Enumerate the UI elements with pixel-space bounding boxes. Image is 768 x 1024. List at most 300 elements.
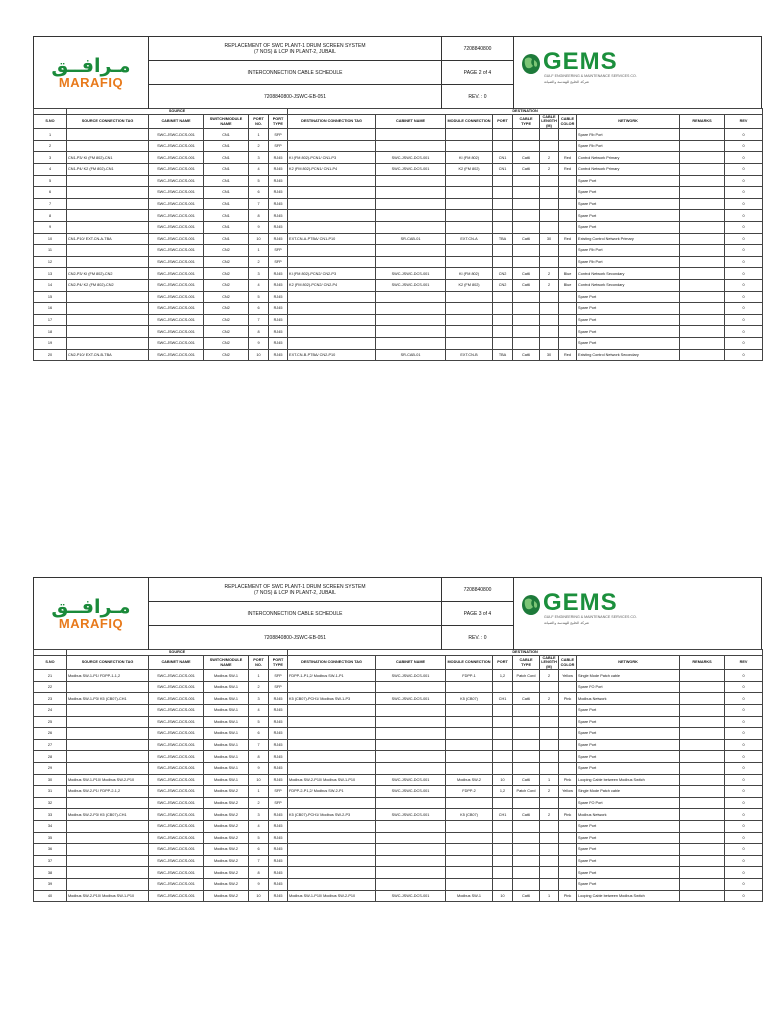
cell-port-no: 10: [249, 890, 269, 902]
cell-cable-color: [559, 256, 577, 268]
cell-port: CN1: [493, 152, 513, 164]
cell-switch-module: CN1: [204, 233, 249, 245]
cell-cable-length: 2: [540, 670, 559, 682]
table-row: [34, 326, 763, 338]
cell-rev: 0: [725, 152, 763, 164]
cell-port: [493, 820, 513, 832]
cell-rev: 0: [725, 797, 763, 809]
cell-dest-cabinet: SWC-JSWC-DCS-001: [376, 693, 446, 705]
cell-cable-color: Red: [559, 349, 577, 361]
cell-source-tag: [67, 820, 149, 832]
cell-cable-color: [559, 728, 577, 740]
table-row: [34, 187, 763, 199]
cell-network: Spare Port: [577, 820, 680, 832]
cell-cabinet-name: SWC-JSWC-DCS-001: [149, 890, 204, 902]
cell-cable-type: [513, 291, 540, 303]
cell-network: Spare Port: [577, 326, 680, 338]
project-title: [148, 578, 441, 602]
cell-dest-cabinet: [376, 855, 446, 867]
cell-cable-color: Red: [559, 164, 577, 176]
page-number: PAGE 2 of 4: [441, 61, 513, 85]
cell-module-connection: EXT.CN-A: [446, 233, 493, 245]
cell-remarks: [680, 878, 725, 890]
cell-port: [493, 221, 513, 233]
cell-cable-length: [540, 681, 559, 693]
cell-cable-color: Yellow: [559, 670, 577, 682]
cell-cable-type: Cat6: [513, 152, 540, 164]
cell-cable-color: Pink: [559, 774, 577, 786]
cell-dest-cabinet: SR-CAB-01: [376, 233, 446, 245]
cell-cable-color: [559, 716, 577, 728]
cell-port: [493, 797, 513, 809]
cell-module-connection: [446, 291, 493, 303]
cell-rev: 0: [725, 291, 763, 303]
cell-remarks: [680, 337, 725, 349]
cell-port-no: 5: [249, 291, 269, 303]
cell-port: [493, 867, 513, 879]
col-cable-type: CABLE TYPE: [513, 656, 540, 670]
cell-switch-module: CN2: [204, 314, 249, 326]
cell-module-connection: K2 (FM 802): [446, 279, 493, 291]
cell-source-tag: Modbus SW-1-P1/ FDPP-1-1,2: [67, 670, 149, 682]
cell-dest-tag: [288, 820, 376, 832]
table-row: [34, 279, 763, 291]
cell-module-connection: [446, 140, 493, 152]
cell-source-tag: [67, 140, 149, 152]
cell-sno: 28: [34, 751, 67, 763]
cell-module-connection: [446, 175, 493, 187]
cell-switch-module: CN2: [204, 337, 249, 349]
cell-cabinet-name: SWC-JSWC-DCS-001: [149, 210, 204, 222]
col-cable-color: CABLE COLOR: [559, 115, 577, 129]
cell-port: [493, 751, 513, 763]
col-rev: REV: [725, 656, 763, 670]
cell-cable-color: [559, 762, 577, 774]
cell-port-no: 9: [249, 878, 269, 890]
cell-module-connection: [446, 705, 493, 717]
cell-dest-cabinet: SWC-JSWC-DCS-001: [376, 279, 446, 291]
cell-remarks: [680, 728, 725, 740]
cell-sno: 33: [34, 809, 67, 821]
cell-port: TBA: [493, 233, 513, 245]
cell-dest-tag: K2 (FM 802)-PCN1/ CN1-P4: [288, 164, 376, 176]
table-row: [34, 855, 763, 867]
cell-switch-module: Modbus SW-1: [204, 716, 249, 728]
cell-switch-module: CN2: [204, 245, 249, 257]
cell-switch-module: Modbus SW-2: [204, 890, 249, 902]
cell-cable-type: [513, 832, 540, 844]
cell-cable-type: [513, 728, 540, 740]
cell-sno: 16: [34, 303, 67, 315]
cell-port-type: RJ45: [269, 832, 288, 844]
cell-cable-type: [513, 187, 540, 199]
cell-network: Control Network Secondary: [577, 268, 680, 280]
cell-cabinet-name: SWC-JSWC-DCS-001: [149, 878, 204, 890]
cell-dest-cabinet: SWC-JSWC-DCS-001: [376, 786, 446, 798]
cell-port-type: SFP: [269, 245, 288, 257]
cell-dest-cabinet: [376, 797, 446, 809]
table-row: [34, 867, 763, 879]
cell-sno: 24: [34, 705, 67, 717]
table-row: [34, 751, 763, 763]
cell-port-no: 8: [249, 867, 269, 879]
cell-cable-color: [559, 681, 577, 693]
cell-dest-cabinet: [376, 303, 446, 315]
cell-port-type: RJ45: [269, 878, 288, 890]
col-cable-type: CABLE TYPE: [513, 115, 540, 129]
cell-module-connection: KI (FM 802): [446, 152, 493, 164]
cell-sno: 35: [34, 832, 67, 844]
col-dest-tag: DESTINATION CONNECTION TAG: [288, 656, 376, 670]
cell-module-connection: [446, 855, 493, 867]
cell-port-no: 1: [249, 786, 269, 798]
table-row: [34, 210, 763, 222]
cell-sno: 12: [34, 256, 67, 268]
cell-cable-type: Patch Cord: [513, 670, 540, 682]
cell-switch-module: Modbus SW-2: [204, 797, 249, 809]
cell-cable-length: [540, 762, 559, 774]
cell-dest-tag: [288, 762, 376, 774]
cell-module-connection: [446, 681, 493, 693]
cell-cable-color: [559, 198, 577, 210]
cell-remarks: [680, 855, 725, 867]
col-network: NETWORK: [577, 115, 680, 129]
marafiq-logo-english: MARAFIQ: [58, 75, 124, 90]
cell-remarks: [680, 221, 725, 233]
cell-cable-length: [540, 820, 559, 832]
col-module-connection: MODULE CONNECTION: [446, 115, 493, 129]
cell-module-connection: Modbus SW-2: [446, 774, 493, 786]
cell-module-connection: [446, 844, 493, 856]
cell-remarks: [680, 774, 725, 786]
cell-port: 1,2: [493, 670, 513, 682]
cell-port-type: RJ45: [269, 326, 288, 338]
cell-port: [493, 129, 513, 141]
cell-cable-type: [513, 256, 540, 268]
cell-cable-length: [540, 797, 559, 809]
cell-source-tag: [67, 337, 149, 349]
cell-cable-color: [559, 878, 577, 890]
marafiq-logo: [34, 37, 148, 109]
cell-cable-color: [559, 844, 577, 856]
cell-rev: 0: [725, 844, 763, 856]
col-sno: S.NO: [34, 115, 67, 129]
col-port: PORT: [493, 115, 513, 129]
cell-port: [493, 739, 513, 751]
cell-port-type: RJ45: [269, 855, 288, 867]
cell-network: Spare FO Port: [577, 797, 680, 809]
reference-number: 7208840800-JSWC-EB-051: [148, 626, 441, 650]
cell-dest-tag: [288, 221, 376, 233]
cell-cable-color: Pink: [559, 809, 577, 821]
cell-cabinet-name: SWC-JSWC-DCS-001: [149, 681, 204, 693]
cell-cable-color: [559, 175, 577, 187]
document-number: 7208840800: [441, 37, 513, 61]
col-remarks: REMARKS: [680, 656, 725, 670]
cell-sno: 26: [34, 728, 67, 740]
col-dest-tag: DESTINATION CONNECTION TAG: [288, 115, 376, 129]
cell-cable-color: [559, 187, 577, 199]
cell-dest-tag: [288, 175, 376, 187]
cell-cable-color: Pink: [559, 890, 577, 902]
gems-logo-subtitle-english: GULF ENGINEERING & MAINTENANCE SERVICES CO.: [544, 615, 637, 619]
cell-remarks: [680, 314, 725, 326]
sheet-header: [33, 36, 762, 108]
cell-port-no: 1: [249, 129, 269, 141]
table-row: [34, 164, 763, 176]
cell-cable-type: [513, 867, 540, 879]
cell-cable-type: [513, 129, 540, 141]
cell-dest-cabinet: [376, 337, 446, 349]
cell-source-tag: [67, 198, 149, 210]
cell-rev: 0: [725, 314, 763, 326]
cell-network: Spare Port: [577, 716, 680, 728]
cell-cabinet-name: SWC-JSWC-DCS-001: [149, 728, 204, 740]
cell-dest-cabinet: [376, 844, 446, 856]
cell-cable-type: [513, 337, 540, 349]
cell-rev: 0: [725, 774, 763, 786]
cell-module-connection: [446, 210, 493, 222]
cell-port-type: RJ45: [269, 844, 288, 856]
cell-cable-length: 30: [540, 233, 559, 245]
cell-cabinet-name: SWC-JSWC-DCS-001: [149, 762, 204, 774]
cell-switch-module: CN1: [204, 152, 249, 164]
cell-port: TBA: [493, 349, 513, 361]
cell-port-type: SFP: [269, 670, 288, 682]
cell-port: [493, 337, 513, 349]
cell-rev: 0: [725, 175, 763, 187]
cell-dest-tag: [288, 140, 376, 152]
cell-cable-type: [513, 820, 540, 832]
cell-dest-cabinet: [376, 832, 446, 844]
cell-port-no: 10: [249, 233, 269, 245]
cell-dest-tag: K5 (CB07)-PCH1/ Modbus SW-2-P3: [288, 809, 376, 821]
cell-network: Single Mode Patch cable: [577, 670, 680, 682]
cell-switch-module: CN2: [204, 291, 249, 303]
col-dest-cabinet: CABINET NAME: [376, 656, 446, 670]
cell-module-connection: [446, 303, 493, 315]
cell-remarks: [680, 809, 725, 821]
cell-remarks: [680, 844, 725, 856]
cell-cable-type: [513, 175, 540, 187]
cell-port-no: 2: [249, 140, 269, 152]
cell-dest-cabinet: [376, 221, 446, 233]
col-port-type: PORT TYPE: [269, 656, 288, 670]
cell-switch-module: Modbus SW-1: [204, 774, 249, 786]
cell-port: 10: [493, 890, 513, 902]
cell-cabinet-name: SWC-JSWC-DCS-001: [149, 797, 204, 809]
cell-cabinet-name: SWC-JSWC-DCS-001: [149, 693, 204, 705]
cell-remarks: [680, 867, 725, 879]
cell-cable-length: [540, 844, 559, 856]
cell-source-tag: [67, 878, 149, 890]
cell-dest-cabinet: SWC-JSWC-DCS-001: [376, 152, 446, 164]
cell-source-tag: [67, 716, 149, 728]
table-row: [34, 820, 763, 832]
cell-port-type: SFP: [269, 140, 288, 152]
cell-cable-length: [540, 728, 559, 740]
project-title: [148, 37, 441, 61]
destination-group-header: DESTINATION: [288, 650, 763, 656]
cell-rev: 0: [725, 349, 763, 361]
cell-rev: 0: [725, 809, 763, 821]
col-sno: S.NO: [34, 656, 67, 670]
cell-network: Spare Port: [577, 832, 680, 844]
cell-cable-type: Cat6: [513, 279, 540, 291]
cell-port-type: RJ45: [269, 152, 288, 164]
cell-port-no: 1: [249, 670, 269, 682]
cell-source-tag: [67, 314, 149, 326]
col-cabinet-name: CABINET NAME: [149, 115, 204, 129]
cell-switch-module: Modbus SW-2: [204, 878, 249, 890]
cell-cabinet-name: SWC-JSWC-DCS-001: [149, 844, 204, 856]
cell-sno: 7: [34, 198, 67, 210]
cell-sno: 1: [34, 129, 67, 141]
cell-switch-module: CN1: [204, 198, 249, 210]
cell-port-no: 10: [249, 349, 269, 361]
cell-dest-cabinet: [376, 175, 446, 187]
cell-cabinet-name: SWC-JSWC-DCS-001: [149, 303, 204, 315]
cell-cabinet-name: SWC-JSWC-DCS-001: [149, 198, 204, 210]
cell-network: Control Network Secondary: [577, 279, 680, 291]
col-switch-module: SWITCH/MODULE NAME: [204, 115, 249, 129]
cell-dest-tag: K2 (FM 802)-PCN2/ CN2-P4: [288, 279, 376, 291]
cell-source-tag: Modbus SW-2-P1/ FDPP-2-1,2: [67, 786, 149, 798]
cell-port-no: 3: [249, 268, 269, 280]
cell-sno: 3: [34, 152, 67, 164]
cell-port: [493, 210, 513, 222]
cell-dest-cabinet: [376, 245, 446, 257]
cell-remarks: [680, 681, 725, 693]
cell-dest-tag: [288, 681, 376, 693]
cell-port-type: SFP: [269, 129, 288, 141]
cell-dest-tag: [288, 739, 376, 751]
cell-source-tag: [67, 681, 149, 693]
cell-network: Spare Fib Port: [577, 129, 680, 141]
cell-sno: 19: [34, 337, 67, 349]
cell-cabinet-name: SWC-JSWC-DCS-001: [149, 233, 204, 245]
cell-remarks: [680, 832, 725, 844]
cell-dest-tag: [288, 728, 376, 740]
cell-sno: 6: [34, 187, 67, 199]
cell-port-no: 2: [249, 681, 269, 693]
gems-logo: [513, 578, 763, 650]
cell-cable-length: 2: [540, 809, 559, 821]
cell-cable-type: Cat6: [513, 268, 540, 280]
cell-port: [493, 140, 513, 152]
cell-cable-color: Blue: [559, 279, 577, 291]
cell-sno: 37: [34, 855, 67, 867]
cell-sno: 11: [34, 245, 67, 257]
cell-cable-color: [559, 210, 577, 222]
cell-remarks: [680, 705, 725, 717]
cell-port: [493, 198, 513, 210]
cell-cable-type: Cat6: [513, 809, 540, 821]
cell-network: Spare Port: [577, 705, 680, 717]
cell-dest-tag: EXT.CN-A-PTBA/ CN1-P10: [288, 233, 376, 245]
cell-cabinet-name: SWC-JSWC-DCS-001: [149, 221, 204, 233]
cell-cable-length: [540, 187, 559, 199]
cell-source-tag: [67, 129, 149, 141]
cell-source-tag: [67, 832, 149, 844]
cell-cable-length: [540, 245, 559, 257]
cell-rev: 0: [725, 855, 763, 867]
cell-cable-type: Cat6: [513, 164, 540, 176]
cell-port: [493, 705, 513, 717]
cell-rev: 0: [725, 326, 763, 338]
cell-cabinet-name: SWC-JSWC-DCS-001: [149, 349, 204, 361]
cell-dest-cabinet: SWC-JSWC-DCS-001: [376, 268, 446, 280]
cell-port-type: RJ45: [269, 291, 288, 303]
table-row: [34, 221, 763, 233]
cell-remarks: [680, 268, 725, 280]
gems-logo-subtitle-arabic: شركة الخليج للهندسة والصيانة: [544, 621, 589, 625]
revision-label: REV. : 0: [441, 626, 513, 650]
cell-rev: 0: [725, 245, 763, 257]
cell-port-type: RJ45: [269, 303, 288, 315]
cell-port-type: RJ45: [269, 221, 288, 233]
cell-remarks: [680, 164, 725, 176]
cell-port-no: 8: [249, 751, 269, 763]
cell-switch-module: Modbus SW-2: [204, 844, 249, 856]
cell-rev: 0: [725, 762, 763, 774]
cell-dest-cabinet: [376, 291, 446, 303]
cell-port-type: RJ45: [269, 867, 288, 879]
cell-dest-cabinet: SWC-JSWC-DCS-001: [376, 670, 446, 682]
cell-cable-length: [540, 221, 559, 233]
cell-dest-cabinet: [376, 820, 446, 832]
cell-cable-color: [559, 326, 577, 338]
cell-network: Control Network Primary: [577, 152, 680, 164]
cell-cable-length: [540, 210, 559, 222]
cell-cabinet-name: SWC-JSWC-DCS-001: [149, 739, 204, 751]
cell-rev: 0: [725, 739, 763, 751]
cell-module-connection: [446, 716, 493, 728]
schedule-sheet-page-2: [33, 36, 762, 361]
cell-module-connection: Modbus SW-1: [446, 890, 493, 902]
cell-dest-cabinet: [376, 878, 446, 890]
cell-module-connection: K2 (FM 802): [446, 164, 493, 176]
cell-cabinet-name: SWC-JSWC-DCS-001: [149, 774, 204, 786]
table-row: [34, 832, 763, 844]
cell-cable-length: [540, 129, 559, 141]
cell-source-tag: [67, 245, 149, 257]
cell-network: Spare Port: [577, 855, 680, 867]
cell-dest-tag: [288, 878, 376, 890]
table-row: [34, 681, 763, 693]
cell-remarks: [680, 797, 725, 809]
table-row: [34, 890, 763, 902]
cell-module-connection: FDPP-2: [446, 786, 493, 798]
cell-remarks: [680, 245, 725, 257]
marafiq-logo: [34, 578, 148, 650]
cell-sno: 10: [34, 233, 67, 245]
cell-cable-type: [513, 716, 540, 728]
cell-port: CN2: [493, 279, 513, 291]
cell-dest-tag: K5 (CB07)-PCH1/ Modbus SW-1-P3: [288, 693, 376, 705]
cell-port-no: 2: [249, 256, 269, 268]
table-row: [34, 337, 763, 349]
cell-port-no: 9: [249, 762, 269, 774]
cell-module-connection: FDPP-1: [446, 670, 493, 682]
cell-rev: 0: [725, 867, 763, 879]
cell-port-no: 4: [249, 820, 269, 832]
table-row: [34, 268, 763, 280]
cell-dest-cabinet: [376, 728, 446, 740]
cell-remarks: [680, 349, 725, 361]
cell-port-no: 7: [249, 198, 269, 210]
cell-port-type: RJ45: [269, 890, 288, 902]
